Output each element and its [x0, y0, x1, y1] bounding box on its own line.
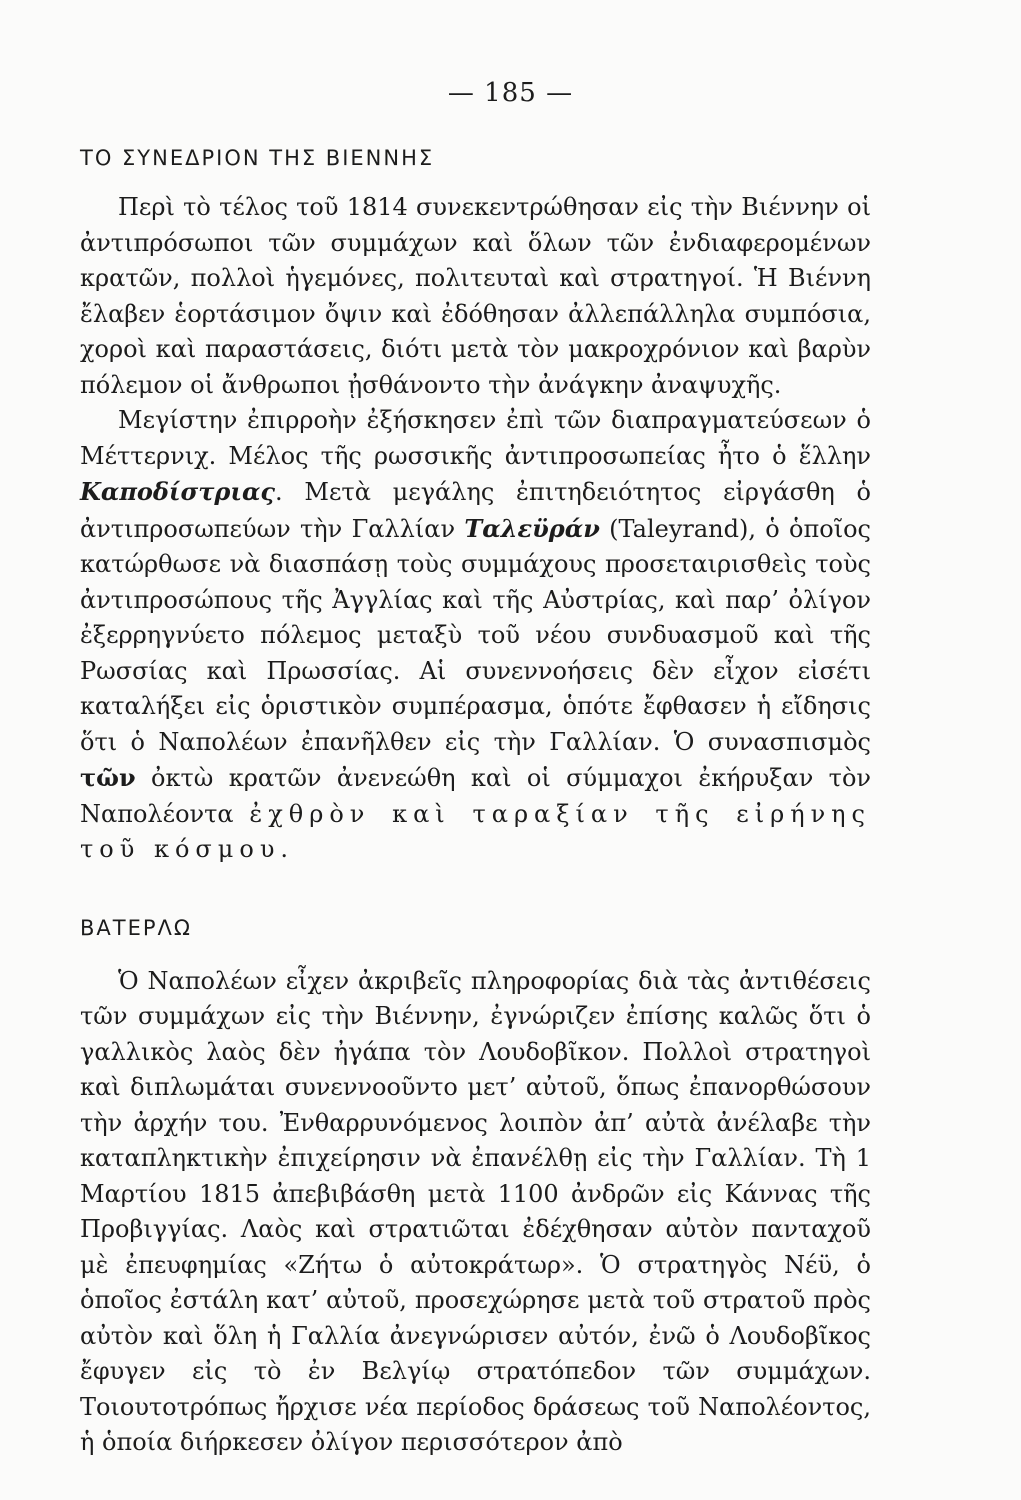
text-run: .: [280, 835, 289, 863]
paragraph-vienna-1: Περὶ τὸ τέλος τοῦ 1814 συνεκεντρώθησαν εἰς τὴν Βιέννην οἱ ἀντιπρόσωποι τῶν συμμάχων καὶ ὅλων τῶν ἐνδιαφερομένων κρατῶν, πολλοὶ ἡγεμόνες, πολιτευταὶ καὶ στρατηγοί. Ἡ Βιέννη ἔλαβεν ἑορτάσιμον ὄψιν καὶ ἐδόθησαν ἀλλεπάλληλα συμπόσια, χοροὶ καὶ παραστάσεις, διότι μετὰ τὸν μακροχρόνιον καὶ βαρὺν πόλεμον οἱ ἄνθρωποι ᾐσθάνοντο τὴν ἀνάγκην ἀναψυχῆς.: [80, 193, 871, 399]
spaced-emphasis: ἐχθρὸν καὶ ταραξίαν τῆς εἰρήνης τοῦ κόσμου: [80, 799, 871, 863]
text-run: Μεγίστην ἐπιρροὴν ἐξήσκησεν ἐπὶ τῶν διαπραγματεύσεων ὁ Μέττερνιχ. Μέλος τῆς ρωσσικῆς ἀντιπροσωπείας ἦτο ὁ ἕλλην: [80, 406, 871, 470]
name-talleyrand: Ταλεϋράν: [464, 513, 600, 543]
paragraph-vienna-2: [80, 403, 871, 868]
page-number: — 185 —: [447, 78, 574, 108]
section-heading-vienna-congress: ΤΟ ΣΥΝΕΔΡΙΟΝ ΤΗΣ ΒΙΕΝΝΗΣ: [80, 146, 435, 170]
paragraph-waterloo-1: Ὁ Ναπολέων εἶχεν ἀκριβεῖς πληροφορίας διὰ τὰς ἀντιθέσεις τῶν συμμάχων εἰς τὴν Βιέννην, ἐγνώριζεν ἐπίσης καλῶς ὅτι ὁ γαλλικὸς λαὸς δὲν ἠγάπα τὸν Λουδοβῖκον. Πολλοὶ στρατηγοὶ καὶ διπλωμάται συνεννοοῦντο μετ’ αὐτοῦ, ὅπως ἐπανορθώσουν τὴν ἀρχήν του. Ἐνθαρρυνόμενος λοιπὸν ἀπ’ αὐτὰ ἀνέλαβε τὴν καταπληκτικὴν ἐπιχείρησιν νὰ ἐπανέλθῃ εἰς τὴν Γαλλίαν. Τὴ 1 Μαρτίου 1815 ἀπεβιβάσθη μετὰ 1100 ἀνδρῶν εἰς Κάννας τῆς Προβιγγίας. Λαὸς καὶ στρατιῶται ἐδέχθησαν αὐτὸν πανταχοῦ μὲ ἐπευφημίας «Ζήτω ὁ αὐτοκράτωρ». Ὁ στρατηγὸς Νέϋ, ὁ ὁποῖος ἐστάλη κατ’ αὐτοῦ, προσεχώρησε μετὰ τοῦ στρατοῦ πρὸς αὐτὸν καὶ ὅλη ἡ Γαλλία ἀνεγνώρισεν αὐτόν, ἐνῶ ὁ Λουδοβῖκος ἔφυγεν εἰς τὸ ἐν Βελγίῳ στρατόπεδον τῶν συμμάχων. Τοιουτοτρόπως ἤρχισε νέα περίοδος δράσεως τοῦ Ναπολέοντος, ἡ ὁποία διήρκεσεν ὀλίγον περισσότερον ἀπὸ: [80, 966, 871, 1456]
text-run: (Taleyrand), ὁ ὁποῖος κατώρθωσε νὰ διασπάσῃ τοὺς συμμάχους προσεταιρισθεὶς τοὺς ἀντιπροσώπους τῆς Ἀγγλίας καὶ τῆς Αὐστρίας, καὶ παρ’ ὀλίγον ἐξερρηγνύετο πόλεμος μεταξὺ τοῦ νέου συνδυασμοῦ καὶ τῆς Ρωσσίας καὶ Πρωσσίας. Αἱ συνεννοήσεις δὲν εἶχον εἰσέτι καταλήξει εἰς ὁριστικὸν συμπέρασμα, ὁπότε ἔφθασεν ἡ εἴδησις ὅτι ὁ Ναπολέων ἐπανῆλθεν εἰς τὴν Γαλλίαν. Ὁ συνασπισμὸς: [80, 514, 872, 756]
text-run: ὀκτὼ κρατῶν ἀνενεώθη καὶ οἱ σύμμαχοι ἐκήρυξαν τὸν Ναπολέοντα: [80, 764, 871, 828]
bold-word: τῶν: [80, 763, 136, 792]
name-kapodistrias: Καποδίστριας: [80, 477, 276, 506]
section-heading-waterloo: ΒΑΤΕΡΛΩ: [80, 915, 192, 940]
text-run: . Μετὰ μεγάλης ἐπιτηδειότητος εἰργάσθη ὁ ἀντιπροσωπεύων τὴν Γαλλίαν: [80, 478, 871, 543]
